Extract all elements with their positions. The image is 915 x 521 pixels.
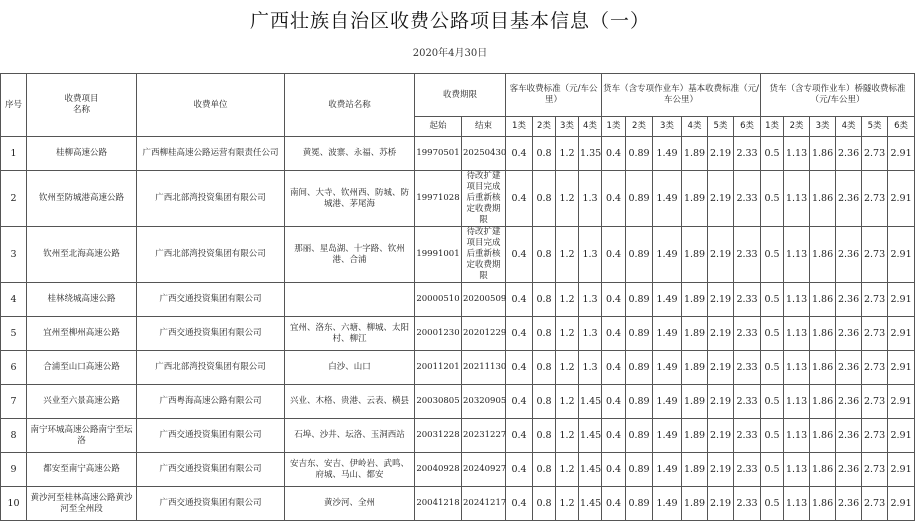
passenger-rate-cell: 0.4 (506, 419, 533, 453)
tunnel-rate-cell: 1.86 (810, 487, 836, 521)
passenger-rate-cell: 0.4 (506, 137, 533, 171)
toll-unit-cell: 广西北部湾投资集团有限公司 (137, 351, 285, 385)
seq-cell: 6 (1, 351, 27, 385)
truck-rate-cell: 1.49 (653, 487, 682, 521)
tunnel-rate-cell: 2.73 (862, 385, 888, 419)
stations-cell: 黄冕、波寨、永福、苏桥 (285, 137, 415, 171)
passenger-rate-cell: 1.2 (556, 227, 579, 283)
tunnel-rate-cell: 2.91 (888, 419, 915, 453)
tunnel-rate-cell: 0.5 (761, 453, 784, 487)
tunnel-rate-cell: 0.5 (761, 419, 784, 453)
tunnel-rate-cell: 2.36 (836, 419, 862, 453)
truck-rate-cell: 0.89 (626, 137, 653, 171)
stations-cell: 白沙、山口 (285, 351, 415, 385)
page-title: 广西壮族自治区收费公路项目基本信息（一） (249, 10, 650, 32)
start-date-cell: 20041218 (415, 487, 462, 521)
truck-rate-cell: 0.89 (626, 317, 653, 351)
start-date-cell: 20000510 (415, 283, 462, 317)
seq-cell: 7 (1, 385, 27, 419)
toll-unit-cell: 广西北部湾投资集团有限公司 (137, 227, 285, 283)
passenger-rate-cell: 0.4 (506, 227, 533, 283)
tunnel-rate-cell: 2.36 (836, 137, 862, 171)
start-date-cell: 20040928 (415, 453, 462, 487)
passenger-rate-cell: 1.3 (579, 227, 602, 283)
tunnel-rate-cell: 2.91 (888, 453, 915, 487)
tunnel-rate-cell: 2.36 (836, 227, 862, 283)
truck-rate-cell: 1.89 (682, 137, 708, 171)
tunnel-rate-cell: 2.91 (888, 317, 915, 351)
passenger-rate-cell: 1.2 (556, 351, 579, 385)
tunnel-class-header: 5类 (862, 117, 888, 137)
truck-rate-cell: 0.4 (602, 385, 626, 419)
truck-rate-cell: 2.19 (708, 227, 734, 283)
truck-rate-cell: 0.89 (626, 487, 653, 521)
stations-cell: 石埠、沙井、坛洛、玉洞西站 (285, 419, 415, 453)
tunnel-rate-cell: 1.86 (810, 283, 836, 317)
truck-rate-cell: 2.19 (708, 487, 734, 521)
end-date-cell: 20231227 (462, 419, 506, 453)
seq-cell: 4 (1, 283, 27, 317)
end-date-cell: 20241217 (462, 487, 506, 521)
passenger-rate-cell: 0.4 (506, 487, 533, 521)
toll-unit-cell: 广西交通投资集团有限公司 (137, 317, 285, 351)
header-passenger: 客车收费标准（元/车公里） (506, 74, 602, 117)
table-row (1, 419, 915, 453)
start-date-cell: 20031228 (415, 419, 462, 453)
truck-rate-cell: 2.19 (708, 283, 734, 317)
truck-rate-cell: 2.33 (734, 351, 761, 385)
truck-class-header: 3类 (653, 117, 682, 137)
truck-rate-cell: 1.89 (682, 171, 708, 227)
tunnel-rate-cell: 1.13 (784, 419, 810, 453)
project-name-cell: 桂柳高速公路 (27, 137, 137, 171)
tunnel-rate-cell: 1.13 (784, 351, 810, 385)
tunnel-rate-cell: 2.91 (888, 171, 915, 227)
truck-rate-cell: 0.4 (602, 227, 626, 283)
toll-unit-cell: 广西交通投资集团有限公司 (137, 487, 285, 521)
passenger-rate-cell: 0.8 (533, 385, 556, 419)
project-name-cell: 黄沙河至桂林高速公路黄沙河至全州段 (27, 487, 137, 521)
toll-unit-cell: 广西交通投资集团有限公司 (137, 283, 285, 317)
passenger-rate-cell: 1.3 (579, 317, 602, 351)
truck-rate-cell: 2.33 (734, 453, 761, 487)
passenger-rate-cell: 0.8 (533, 137, 556, 171)
seq-cell: 3 (1, 227, 27, 283)
header-truck: 货车（含专项作业车）基本收费标准（元/车公里） (602, 74, 761, 117)
tunnel-rate-cell: 2.36 (836, 317, 862, 351)
passenger-rate-cell: 1.3 (579, 171, 602, 227)
end-date-cell: 20320905 (462, 385, 506, 419)
header-end: 结束 (462, 117, 506, 137)
passenger-class-header: 2类 (533, 117, 556, 137)
table-row (1, 171, 915, 227)
truck-rate-cell: 0.4 (602, 171, 626, 227)
truck-rate-cell: 2.19 (708, 317, 734, 351)
tunnel-rate-cell: 1.13 (784, 283, 810, 317)
truck-rate-cell: 1.89 (682, 385, 708, 419)
tunnel-rate-cell: 2.91 (888, 487, 915, 521)
passenger-rate-cell: 1.45 (579, 385, 602, 419)
truck-rate-cell: 0.89 (626, 453, 653, 487)
end-date-cell: 20200509 (462, 283, 506, 317)
tunnel-rate-cell: 2.91 (888, 385, 915, 419)
truck-rate-cell: 2.33 (734, 419, 761, 453)
truck-rate-cell: 0.4 (602, 487, 626, 521)
project-name-cell: 钦州至防城港高速公路 (27, 171, 137, 227)
start-date-cell: 20011201 (415, 351, 462, 385)
tunnel-rate-cell: 1.86 (810, 137, 836, 171)
passenger-rate-cell: 1.2 (556, 317, 579, 351)
seq-cell: 1 (1, 137, 27, 171)
project-name-cell: 兴业至六景高速公路 (27, 385, 137, 419)
table-row (1, 351, 915, 385)
truck-rate-cell: 2.19 (708, 171, 734, 227)
truck-rate-cell: 0.89 (626, 351, 653, 385)
passenger-class-header: 1类 (506, 117, 533, 137)
tunnel-rate-cell: 1.13 (784, 137, 810, 171)
truck-rate-cell: 2.33 (734, 137, 761, 171)
table-row (1, 317, 915, 351)
toll-unit-cell: 广西交通投资集团有限公司 (137, 453, 285, 487)
tunnel-rate-cell: 1.13 (784, 171, 810, 227)
project-name-cell: 钦州至北海高速公路 (27, 227, 137, 283)
tunnel-class-header: 2类 (784, 117, 810, 137)
table-row (1, 137, 915, 171)
truck-rate-cell: 0.4 (602, 351, 626, 385)
header-seq: 序号 (1, 74, 27, 137)
tunnel-rate-cell: 1.86 (810, 453, 836, 487)
toll-unit-cell: 广西交通投资集团有限公司 (137, 419, 285, 453)
project-name-cell: 桂林绕城高速公路 (27, 283, 137, 317)
truck-class-header: 1类 (602, 117, 626, 137)
tunnel-rate-cell: 0.5 (761, 137, 784, 171)
truck-rate-cell: 2.33 (734, 317, 761, 351)
project-name-cell: 宜州至柳州高速公路 (27, 317, 137, 351)
truck-rate-cell: 2.19 (708, 385, 734, 419)
passenger-class-header: 4类 (579, 117, 602, 137)
truck-rate-cell: 2.19 (708, 137, 734, 171)
passenger-rate-cell: 0.4 (506, 453, 533, 487)
tunnel-rate-cell: 2.91 (888, 351, 915, 385)
truck-rate-cell: 0.4 (602, 137, 626, 171)
truck-rate-cell: 0.4 (602, 419, 626, 453)
truck-rate-cell: 0.89 (626, 283, 653, 317)
tunnel-rate-cell: 2.73 (862, 317, 888, 351)
table-row (1, 283, 915, 317)
project-name-cell: 都安至南宁高速公路 (27, 453, 137, 487)
stations-cell: 宜州、洛东、六塘、柳城、太阳村、柳江 (285, 317, 415, 351)
truck-rate-cell: 1.49 (653, 385, 682, 419)
passenger-rate-cell: 0.4 (506, 351, 533, 385)
passenger-rate-cell: 1.3 (579, 351, 602, 385)
passenger-rate-cell: 0.4 (506, 171, 533, 227)
passenger-rate-cell: 1.2 (556, 385, 579, 419)
truck-rate-cell: 0.4 (602, 453, 626, 487)
truck-rate-cell: 1.89 (682, 351, 708, 385)
passenger-rate-cell: 0.8 (533, 283, 556, 317)
truck-rate-cell: 1.89 (682, 487, 708, 521)
tunnel-rate-cell: 2.36 (836, 385, 862, 419)
truck-rate-cell: 2.19 (708, 351, 734, 385)
passenger-rate-cell: 0.8 (533, 227, 556, 283)
header-start: 起始 (415, 117, 462, 137)
truck-rate-cell: 2.33 (734, 385, 761, 419)
seq-cell: 2 (1, 171, 27, 227)
truck-rate-cell: 1.49 (653, 351, 682, 385)
passenger-rate-cell: 0.8 (533, 171, 556, 227)
passenger-rate-cell: 1.35 (579, 137, 602, 171)
publish-date: 2020年4月30日 (412, 48, 488, 59)
truck-rate-cell: 1.89 (682, 283, 708, 317)
truck-rate-cell: 1.89 (682, 317, 708, 351)
stations-cell: 安吉东、安吉、伊岭岩、武鸣、府城、马山、都安 (285, 453, 415, 487)
tunnel-rate-cell: 1.86 (810, 419, 836, 453)
truck-rate-cell: 1.49 (653, 283, 682, 317)
tunnel-rate-cell: 1.86 (810, 227, 836, 283)
table-row (1, 453, 915, 487)
passenger-rate-cell: 0.8 (533, 453, 556, 487)
project-name-cell: 合浦至山口高速公路 (27, 351, 137, 385)
truck-rate-cell: 0.4 (602, 317, 626, 351)
passenger-rate-cell: 1.2 (556, 171, 579, 227)
end-date-cell: 20250430 (462, 137, 506, 171)
tunnel-rate-cell: 2.73 (862, 227, 888, 283)
header-row (1, 74, 915, 117)
tunnel-rate-cell: 0.5 (761, 317, 784, 351)
truck-rate-cell: 1.49 (653, 317, 682, 351)
tunnel-rate-cell: 0.5 (761, 487, 784, 521)
truck-rate-cell: 0.4 (602, 283, 626, 317)
toll-unit-cell: 广西柳桂高速公路运营有限责任公司 (137, 137, 285, 171)
truck-rate-cell: 1.49 (653, 227, 682, 283)
table-row (1, 227, 915, 283)
truck-rate-cell: 2.33 (734, 171, 761, 227)
toll-unit-cell: 广西北部湾投资集团有限公司 (137, 171, 285, 227)
passenger-rate-cell: 0.4 (506, 385, 533, 419)
tunnel-rate-cell: 2.36 (836, 351, 862, 385)
start-date-cell: 19971028 (415, 171, 462, 227)
header-tunnel: 货车（含专项作业车）桥隧收费标准（元/车公里） (761, 74, 915, 117)
truck-rate-cell: 2.19 (708, 419, 734, 453)
truck-rate-cell: 1.89 (682, 453, 708, 487)
passenger-class-header: 3类 (556, 117, 579, 137)
tunnel-rate-cell: 2.73 (862, 283, 888, 317)
table-row (1, 385, 915, 419)
truck-rate-cell: 0.89 (626, 227, 653, 283)
truck-rate-cell: 0.89 (626, 419, 653, 453)
tunnel-class-header: 4类 (836, 117, 862, 137)
start-date-cell: 19970501 (415, 137, 462, 171)
passenger-rate-cell: 1.2 (556, 283, 579, 317)
seq-cell: 9 (1, 453, 27, 487)
start-date-cell: 20030805 (415, 385, 462, 419)
tunnel-rate-cell: 1.13 (784, 487, 810, 521)
tunnel-rate-cell: 1.86 (810, 351, 836, 385)
tunnel-rate-cell: 0.5 (761, 227, 784, 283)
tunnel-class-header: 1类 (761, 117, 784, 137)
truck-class-header: 2类 (626, 117, 653, 137)
toll-unit-cell: 广西粤海高速公路有限公司 (137, 385, 285, 419)
passenger-rate-cell: 0.8 (533, 317, 556, 351)
project-name-cell: 南宁环城高速公路南宁至坛洛 (27, 419, 137, 453)
passenger-rate-cell: 0.8 (533, 487, 556, 521)
stations-cell: 那丽、星岛湖、十字路、钦州港、合浦 (285, 227, 415, 283)
end-date-cell: 待改扩建项目完成后重新核定收费期限 (462, 227, 506, 283)
seq-cell: 10 (1, 487, 27, 521)
tunnel-rate-cell: 2.73 (862, 171, 888, 227)
passenger-rate-cell: 1.2 (556, 419, 579, 453)
truck-rate-cell: 1.49 (653, 137, 682, 171)
header-stations: 收费站名称 (285, 74, 415, 137)
truck-rate-cell: 0.89 (626, 385, 653, 419)
truck-class-header: 6类 (734, 117, 761, 137)
tunnel-rate-cell: 2.91 (888, 137, 915, 171)
truck-rate-cell: 1.89 (682, 227, 708, 283)
passenger-rate-cell: 0.8 (533, 419, 556, 453)
tunnel-rate-cell: 2.91 (888, 227, 915, 283)
truck-rate-cell: 1.89 (682, 419, 708, 453)
stations-cell: 兴业、木格、贵港、云表、横县 (285, 385, 415, 419)
header-unit: 收费单位 (137, 74, 285, 137)
stations-cell: 南间、大寺、钦州西、防城、防城港、茅尾海 (285, 171, 415, 227)
passenger-rate-cell: 0.4 (506, 317, 533, 351)
tunnel-rate-cell: 1.13 (784, 317, 810, 351)
passenger-rate-cell: 1.45 (579, 419, 602, 453)
truck-rate-cell: 1.49 (653, 453, 682, 487)
tunnel-rate-cell: 2.73 (862, 137, 888, 171)
toll-road-table (0, 73, 915, 521)
tunnel-rate-cell: 0.5 (761, 171, 784, 227)
passenger-rate-cell: 1.2 (556, 453, 579, 487)
tunnel-rate-cell: 2.73 (862, 419, 888, 453)
tunnel-class-header: 6类 (888, 117, 915, 137)
passenger-rate-cell: 1.3 (579, 283, 602, 317)
tunnel-rate-cell: 1.86 (810, 385, 836, 419)
end-date-cell: 待改扩建项目完成后重新核定收费期限 (462, 171, 506, 227)
truck-rate-cell: 2.33 (734, 227, 761, 283)
start-date-cell: 20001230 (415, 317, 462, 351)
tunnel-rate-cell: 1.13 (784, 385, 810, 419)
tunnel-rate-cell: 2.91 (888, 283, 915, 317)
seq-cell: 5 (1, 317, 27, 351)
stations-cell: 黄沙河、全州 (285, 487, 415, 521)
table-row (1, 487, 915, 521)
stations-cell (285, 283, 415, 317)
tunnel-rate-cell: 2.36 (836, 453, 862, 487)
tunnel-rate-cell: 0.5 (761, 283, 784, 317)
end-date-cell: 20201229 (462, 317, 506, 351)
tunnel-class-header: 3类 (810, 117, 836, 137)
passenger-rate-cell: 1.2 (556, 487, 579, 521)
header-period: 收费期限 (415, 74, 506, 117)
header-project: 收费项目 名称 (27, 74, 137, 137)
passenger-rate-cell: 1.2 (556, 137, 579, 171)
tunnel-rate-cell: 1.13 (784, 227, 810, 283)
tunnel-rate-cell: 0.5 (761, 351, 784, 385)
passenger-rate-cell: 0.8 (533, 351, 556, 385)
start-date-cell: 19991001 (415, 227, 462, 283)
truck-rate-cell: 2.33 (734, 283, 761, 317)
tunnel-rate-cell: 1.86 (810, 171, 836, 227)
end-date-cell: 20240927 (462, 453, 506, 487)
tunnel-rate-cell: 0.5 (761, 385, 784, 419)
truck-rate-cell: 0.89 (626, 171, 653, 227)
truck-rate-cell: 2.33 (734, 487, 761, 521)
passenger-rate-cell: 0.4 (506, 283, 533, 317)
tunnel-rate-cell: 1.13 (784, 453, 810, 487)
truck-class-header: 4类 (682, 117, 708, 137)
tunnel-rate-cell: 2.36 (836, 171, 862, 227)
tunnel-rate-cell: 2.36 (836, 487, 862, 521)
tunnel-rate-cell: 2.73 (862, 487, 888, 521)
tunnel-rate-cell: 2.36 (836, 283, 862, 317)
seq-cell: 8 (1, 419, 27, 453)
passenger-rate-cell: 1.45 (579, 487, 602, 521)
tunnel-rate-cell: 2.73 (862, 453, 888, 487)
tunnel-rate-cell: 2.73 (862, 351, 888, 385)
passenger-rate-cell: 1.45 (579, 453, 602, 487)
end-date-cell: 20211130 (462, 351, 506, 385)
truck-rate-cell: 1.49 (653, 419, 682, 453)
truck-class-header: 5类 (708, 117, 734, 137)
truck-rate-cell: 1.49 (653, 171, 682, 227)
tunnel-rate-cell: 1.86 (810, 317, 836, 351)
truck-rate-cell: 2.19 (708, 453, 734, 487)
